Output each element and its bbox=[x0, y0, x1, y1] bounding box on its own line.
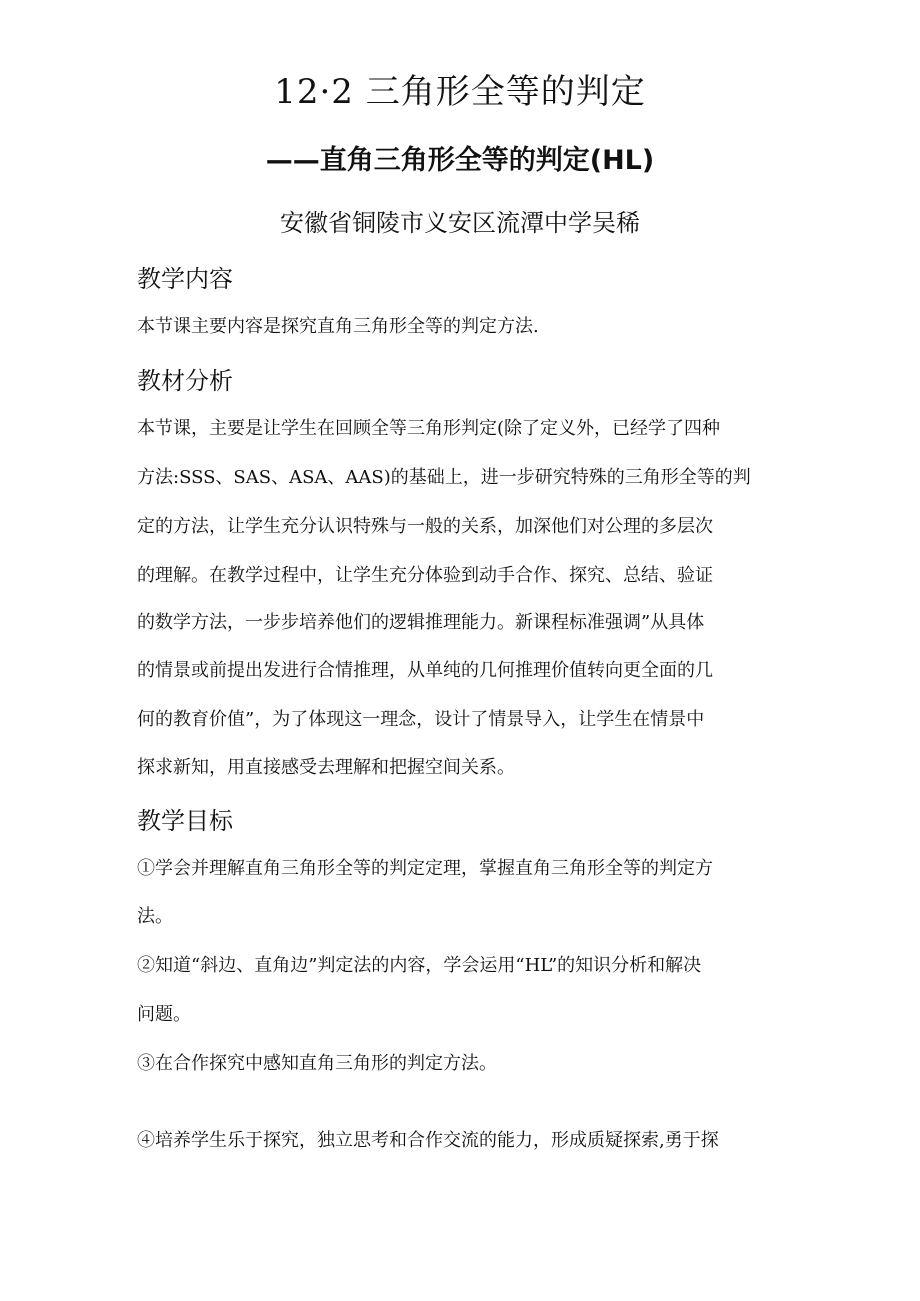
analysis-line: 的理解。在教学过程中，让学生充分体验到动手合作、探究、总结、验证 bbox=[137, 565, 713, 586]
goal-item-1-line: 法。 bbox=[137, 906, 173, 927]
section-heading-goals: 教学目标 bbox=[137, 807, 233, 835]
analysis-line: 本节课，主要是让学生在回顾全等三角形判定(除了定义外，已经学了四种 bbox=[137, 418, 721, 439]
analysis-line: 探求新知，用直接感受去理解和把握空间关系。 bbox=[137, 757, 515, 778]
section-heading-content: 教学内容 bbox=[137, 265, 233, 293]
analysis-line: 定的方法，让学生充分认识特殊与一般的关系，加深他们对公理的多层次 bbox=[137, 516, 713, 537]
section-heading-analysis: 教材分析 bbox=[137, 367, 233, 395]
analysis-line: 的数学方法，一步步培养他们的逻辑推理能力。新课程标准强调”从具体 bbox=[137, 612, 705, 633]
goal-item-2-line: 问题。 bbox=[137, 1004, 191, 1025]
content-paragraph: 本节课主要内容是探究直角三角形全等的判定方法. bbox=[137, 316, 539, 337]
analysis-line: 方法:SSS、SAS、ASA、AAS)的基础上，进一步研究特殊的三角形全等的判 bbox=[137, 467, 751, 488]
goal-item-3: ③在合作探究中感知直角三角形的判定方法。 bbox=[137, 1053, 497, 1074]
goal-item-2-line: ②知道“斜边、直角边”判定法的内容，学会运用“HL”的知识分析和解决 bbox=[137, 955, 702, 976]
analysis-line: 何的教育价值”，为了体现这一理念，设计了情景导入，让学生在情景中 bbox=[137, 709, 705, 730]
goal-item-4: ④培养学生乐于探究，独立思考和合作交流的能力，形成质疑探索,勇于探 bbox=[137, 1130, 719, 1151]
document-title: 12·2 三角形全等的判定 bbox=[274, 72, 646, 112]
document-subtitle: ——直角三角形全等的判定(HL) bbox=[265, 145, 655, 176]
author-line: 安徽省铜陵市义安区流潭中学吴稀 bbox=[280, 209, 640, 237]
analysis-line: 的情景或前提出发进行合情推理，从单纯的几何推理价值转向更全面的几 bbox=[137, 660, 713, 681]
goal-item-1-line: ①学会并理解直角三角形全等的判定定理，掌握直角三角形全等的判定方 bbox=[137, 858, 713, 879]
